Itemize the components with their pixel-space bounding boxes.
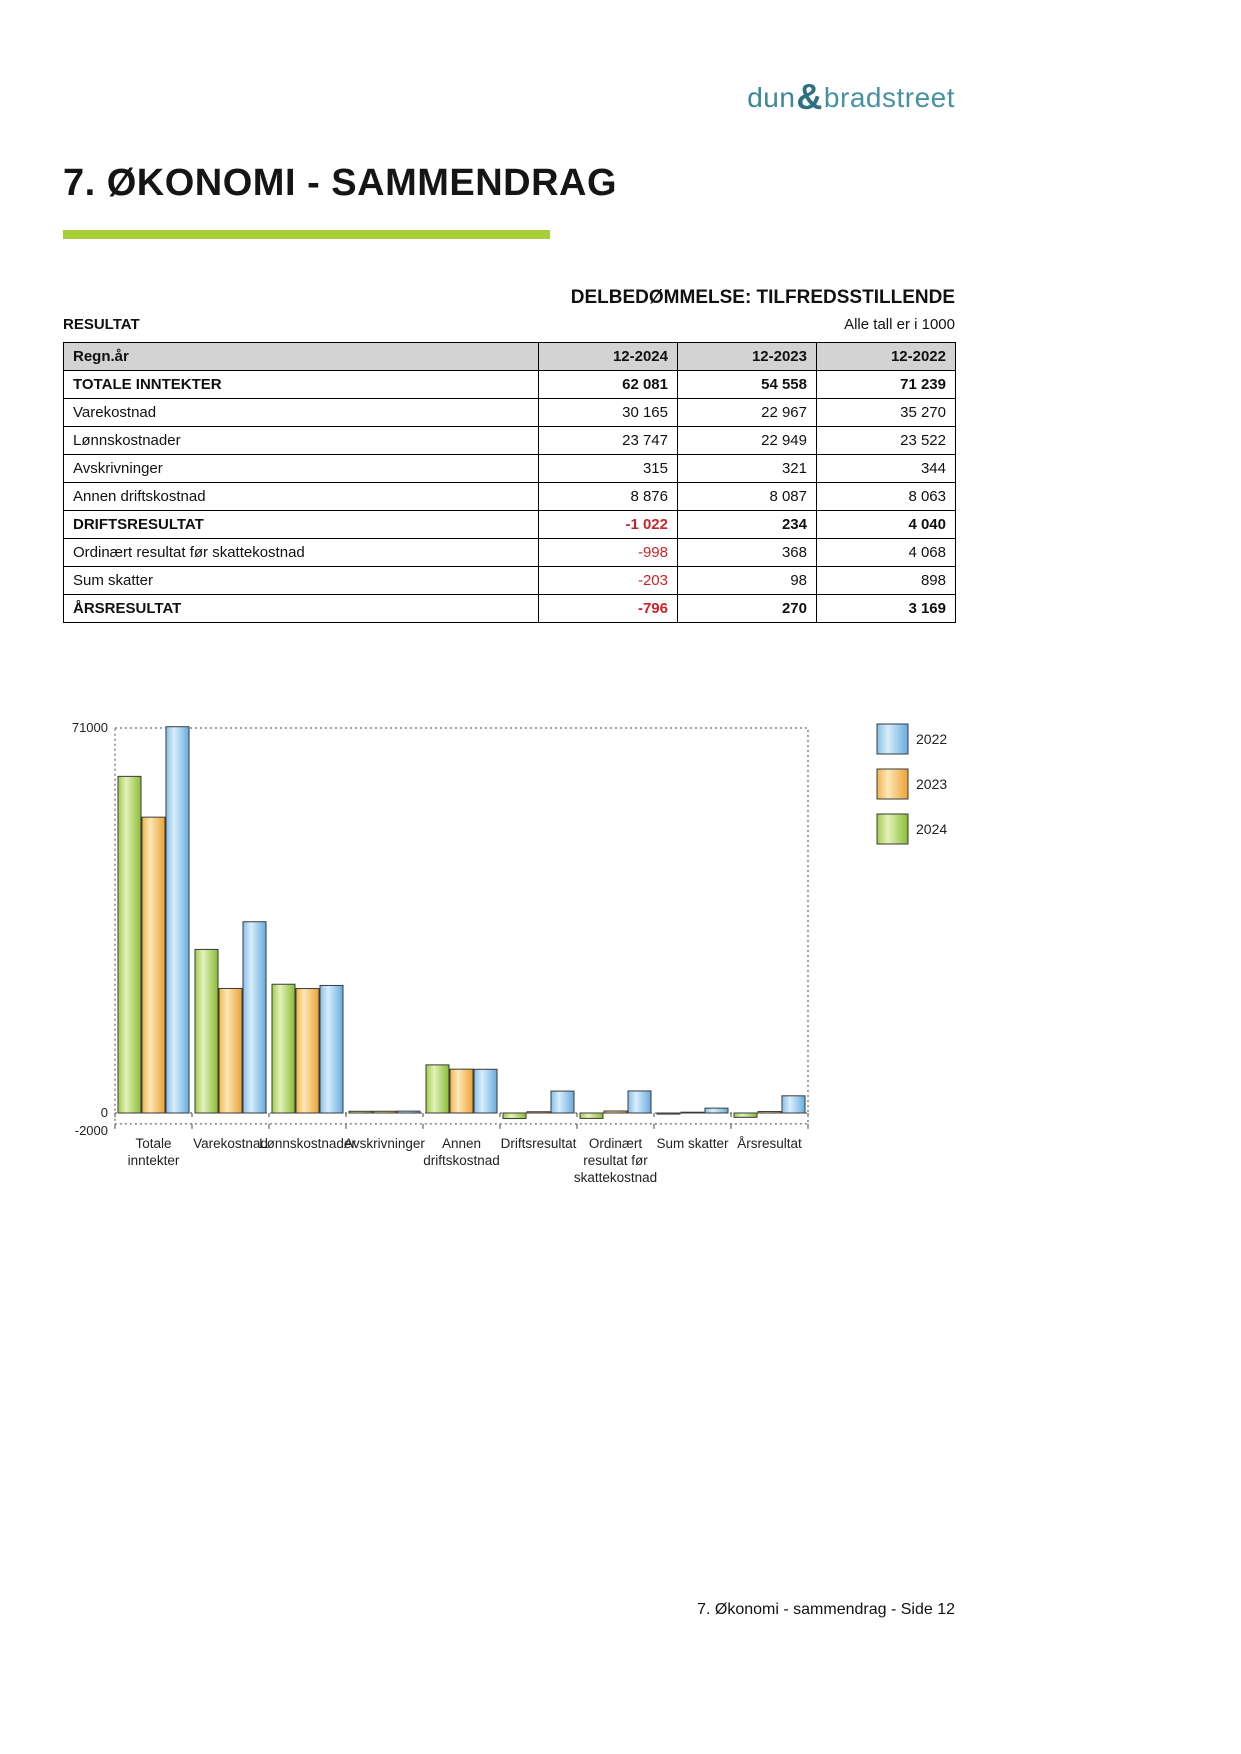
category-label: driftskostnad xyxy=(423,1152,500,1168)
cell-value: 98 xyxy=(678,567,817,595)
financial-table xyxy=(63,342,956,623)
results-bar-chart xyxy=(63,712,955,1197)
bar-2022 xyxy=(243,922,266,1113)
cell-value: 22 949 xyxy=(678,427,817,455)
category-label: skattekostnad xyxy=(573,1169,658,1185)
column-header-2023: 12-2023 xyxy=(678,343,817,371)
bar-2023 xyxy=(142,817,165,1113)
cell-value: 30 165 xyxy=(539,399,678,427)
category-label: Annen xyxy=(441,1135,482,1151)
cell-value: -1 022 xyxy=(539,511,678,539)
row-label: Ordinært resultat før skattekostnad xyxy=(64,539,539,567)
cell-value: 234 xyxy=(678,511,817,539)
cell-value: 344 xyxy=(817,455,956,483)
table-row xyxy=(64,483,956,511)
category-label: Totale xyxy=(135,1135,172,1151)
cell-value: 315 xyxy=(539,455,678,483)
cell-value: -998 xyxy=(539,539,678,567)
legend-swatch-2023 xyxy=(877,769,908,799)
bar-2022 xyxy=(782,1096,805,1113)
column-header-regnar: Regn.år xyxy=(64,343,539,371)
bar-2023 xyxy=(681,1112,704,1113)
row-label: Annen driftskostnad xyxy=(64,483,539,511)
table-header-row xyxy=(64,343,956,371)
legend-swatch-2024 xyxy=(877,814,908,844)
y-axis-tick-label: 71000 xyxy=(71,720,108,735)
bar-2024 xyxy=(272,984,295,1113)
cell-value: 4 040 xyxy=(817,511,956,539)
bar-2022 xyxy=(474,1069,497,1113)
bar-2022 xyxy=(397,1111,420,1113)
logo-text-dun: dun xyxy=(747,82,796,113)
category-label: Lønnskostnader xyxy=(259,1135,356,1151)
cell-value: 3 169 xyxy=(817,595,956,623)
table-row xyxy=(64,427,956,455)
category-label: resultat før xyxy=(583,1152,648,1168)
logo-text-bradstreet: bradstreet xyxy=(823,82,955,113)
cell-value: -796 xyxy=(539,595,678,623)
bar-2022 xyxy=(166,727,189,1113)
bar-2023 xyxy=(758,1112,781,1113)
bar-2022 xyxy=(551,1091,574,1113)
bar-2024 xyxy=(580,1113,603,1118)
bar-2024 xyxy=(503,1113,526,1119)
category-label: Driftsresultat xyxy=(500,1135,577,1151)
row-label: DRIFTSRESULTAT xyxy=(64,511,539,539)
legend-label-2023: 2023 xyxy=(916,776,948,792)
bar-2023 xyxy=(527,1112,550,1113)
category-label: Ordinært xyxy=(588,1135,643,1151)
cell-value: 270 xyxy=(678,595,817,623)
row-label: ÅRSRESULTAT xyxy=(64,595,539,623)
cell-value: 368 xyxy=(678,539,817,567)
table-row xyxy=(64,511,956,539)
table-row xyxy=(64,567,956,595)
row-label: TOTALE INNTEKTER xyxy=(64,371,539,399)
category-label: Avskrivninger xyxy=(344,1135,425,1151)
bar-2022 xyxy=(320,985,343,1113)
assessment-heading: DELBEDØMMELSE: TILFREDSSTILLENDE xyxy=(570,287,955,308)
cell-value: -203 xyxy=(539,567,678,595)
cell-value: 8 876 xyxy=(539,483,678,511)
column-header-2022: 12-2022 xyxy=(817,343,956,371)
cell-value: 71 239 xyxy=(817,371,956,399)
y-axis-tick-label: 0 xyxy=(100,1105,108,1120)
dun-bradstreet-logo xyxy=(0,74,955,116)
table-row xyxy=(64,455,956,483)
cell-value: 8 087 xyxy=(678,483,817,511)
category-label: Årsresultat xyxy=(737,1135,802,1151)
bar-2024 xyxy=(734,1113,757,1117)
legend-label-2022: 2022 xyxy=(916,731,948,747)
section-label: RESULTAT xyxy=(63,316,140,333)
cell-value: 22 967 xyxy=(678,399,817,427)
row-label: Varekostnad xyxy=(64,399,539,427)
cell-value: 8 063 xyxy=(817,483,956,511)
row-label: Sum skatter xyxy=(64,567,539,595)
page-footer: 7. Økonomi - sammendrag - Side 12 xyxy=(697,1601,955,1618)
bar-2023 xyxy=(373,1111,396,1113)
bar-2024 xyxy=(657,1113,680,1114)
cell-value: 898 xyxy=(817,567,956,595)
column-header-2024: 12-2024 xyxy=(539,343,678,371)
cell-value: 23 522 xyxy=(817,427,956,455)
bar-2023 xyxy=(604,1111,627,1113)
category-label: Sum skatter xyxy=(656,1135,729,1151)
cell-value: 23 747 xyxy=(539,427,678,455)
cell-value: 4 068 xyxy=(817,539,956,567)
cell-value: 54 558 xyxy=(678,371,817,399)
y-axis-tick-label: -2000 xyxy=(74,1122,108,1138)
table-row xyxy=(64,399,956,427)
category-label: inntekter xyxy=(127,1152,180,1168)
page-title: 7. ØKONOMI - SAMMENDRAG xyxy=(63,162,618,204)
bar-2024 xyxy=(426,1065,449,1113)
bar-2024 xyxy=(349,1111,372,1113)
units-note: Alle tall er i 1000 xyxy=(844,316,955,333)
table-row xyxy=(64,371,956,399)
cell-value: 35 270 xyxy=(817,399,956,427)
table-row xyxy=(64,539,956,567)
table-row xyxy=(64,595,956,623)
accent-rule xyxy=(63,230,550,239)
bar-2023 xyxy=(450,1069,473,1113)
bar-2022 xyxy=(628,1091,651,1113)
legend-label-2024: 2024 xyxy=(916,821,948,837)
bar-2023 xyxy=(296,989,319,1113)
bar-2024 xyxy=(118,776,141,1113)
bar-2022 xyxy=(705,1108,728,1113)
logo-ampersand-icon: & xyxy=(796,76,823,117)
category-label: Varekostnad xyxy=(193,1135,268,1151)
row-label: Lønnskostnader xyxy=(64,427,539,455)
bar-2024 xyxy=(195,949,218,1113)
table-meta-row xyxy=(63,316,955,333)
row-label: Avskrivninger xyxy=(64,455,539,483)
cell-value: 62 081 xyxy=(539,371,678,399)
legend-swatch-2022 xyxy=(877,724,908,754)
bar-2023 xyxy=(219,988,242,1113)
cell-value: 321 xyxy=(678,455,817,483)
